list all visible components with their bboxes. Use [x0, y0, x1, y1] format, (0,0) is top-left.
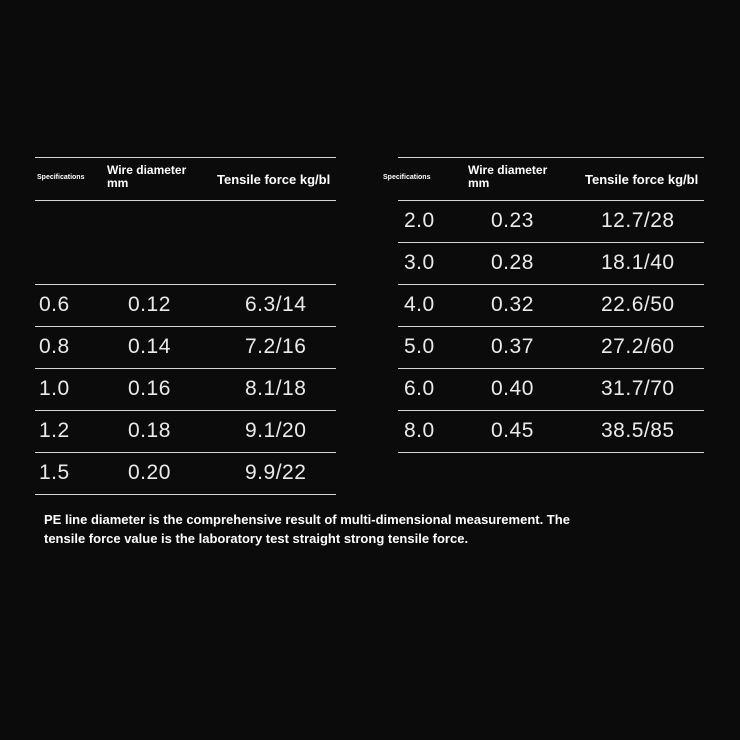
cell-wire-diameter: 0.14: [128, 335, 171, 358]
table-row: [35, 285, 336, 326]
header-tensile-force: Tensile force kg/bl: [217, 172, 331, 187]
header-wire-diameter-line1: Wire diameter: [107, 163, 187, 177]
header-specifications: Specifications: [37, 174, 85, 181]
cell-tensile-force: 31.7/70: [601, 377, 675, 400]
table-header: [383, 158, 704, 200]
cell-specification: 1.2: [39, 419, 70, 442]
cell-specification: 8.0: [404, 419, 435, 442]
cell-wire-diameter: 0.37: [491, 335, 534, 358]
table-row: [35, 369, 336, 410]
table-row: [398, 243, 704, 284]
table-row: [398, 285, 704, 326]
table-row: [35, 411, 336, 452]
cell-tensile-force: 6.3/14: [245, 293, 307, 316]
header-wire-diameter-unit: mm: [107, 176, 129, 190]
cell-specification: 0.8: [39, 335, 70, 358]
header-tensile-force: Tensile force kg/bl: [585, 172, 699, 187]
cell-wire-diameter: 0.32: [491, 293, 534, 316]
table-row: [398, 327, 704, 368]
cell-tensile-force: 27.2/60: [601, 335, 675, 358]
cell-tensile-force: 18.1/40: [601, 251, 675, 274]
cell-specification: 1.0: [39, 377, 70, 400]
cell-tensile-force: 9.9/22: [245, 461, 307, 484]
table-header: [35, 158, 336, 200]
table-row: [398, 201, 704, 242]
cell-wire-diameter: 0.12: [128, 293, 171, 316]
header-specifications: Specifications: [383, 174, 431, 181]
cell-tensile-force: 22.6/50: [601, 293, 675, 316]
table-empty-space: [35, 201, 336, 284]
table-rule: [398, 452, 704, 453]
cell-tensile-force: 9.1/20: [245, 419, 307, 442]
cell-wire-diameter: 0.23: [491, 209, 534, 232]
cell-specification: 2.0: [404, 209, 435, 232]
cell-tensile-force: 12.7/28: [601, 209, 675, 232]
cell-specification: 6.0: [404, 377, 435, 400]
footnote-line: PE line diameter is the comprehensive result of multi-dimensional measurement. The: [44, 512, 570, 527]
cell-wire-diameter: 0.28: [491, 251, 534, 274]
cell-wire-diameter: 0.20: [128, 461, 171, 484]
cell-specification: 5.0: [404, 335, 435, 358]
cell-specification: 4.0: [404, 293, 435, 316]
cell-tensile-force: 8.1/18: [245, 377, 307, 400]
table-rule: [35, 494, 336, 495]
spec-table-left: [35, 157, 336, 495]
cell-specification: 3.0: [404, 251, 435, 274]
table-row: [398, 411, 704, 452]
cell-specification: 0.6: [39, 293, 70, 316]
header-wire-diameter: [468, 164, 547, 190]
header-wire-diameter-unit: mm: [468, 176, 490, 190]
header-wire-diameter-line1: Wire diameter: [468, 163, 548, 177]
table-row: [35, 327, 336, 368]
footnote: [44, 510, 704, 548]
cell-wire-diameter: 0.18: [128, 419, 171, 442]
cell-specification: 1.5: [39, 461, 70, 484]
cell-wire-diameter: 0.40: [491, 377, 534, 400]
table-row: [398, 369, 704, 410]
table-row: [35, 453, 336, 494]
footnote-line: tensile force value is the laboratory test straight strong tensile force.: [44, 531, 469, 546]
header-wire-diameter: [107, 164, 186, 190]
cell-wire-diameter: 0.16: [128, 377, 171, 400]
spec-table-right: [383, 157, 704, 453]
cell-wire-diameter: 0.45: [491, 419, 534, 442]
cell-tensile-force: 38.5/85: [601, 419, 675, 442]
cell-tensile-force: 7.2/16: [245, 335, 307, 358]
